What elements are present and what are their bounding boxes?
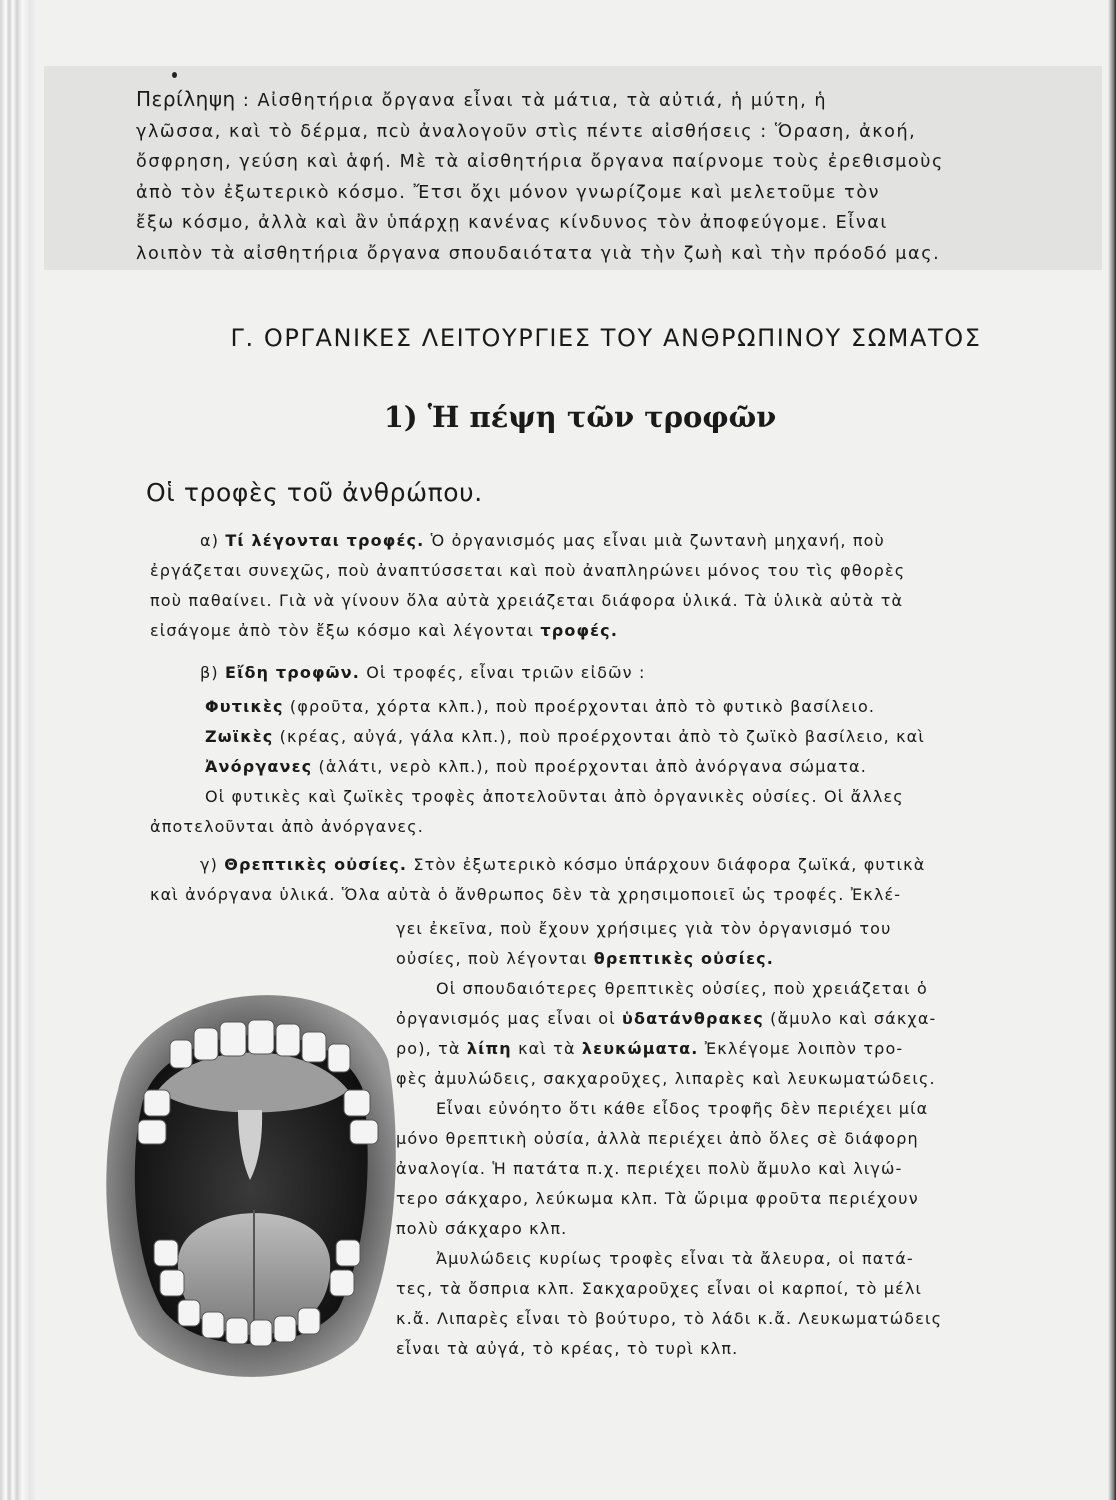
- food-type-item: Ἀνόργανες (ἁλάτι, νερὸ κλπ.), ποὺ προέρχονται ἀπὸ ἀνόργανα σώματα.: [205, 757, 867, 776]
- summary-line-6: λοιπὸν τὰ αἰσθητήρια ὄργανα σπουδαιότατα γιὰ τὴν ζωὴ καὶ τὴν πρόοδό μας.: [136, 243, 941, 264]
- food-type-item: Φυτικὲς (φροῦτα, χόρτα κλπ.), ποὺ προέρχονται ἀπὸ τὸ φυτικὸ βασίλειο.: [205, 697, 876, 716]
- paragraph-c-line-2: καὶ ἀνόργανα ὑλικά. Ὅλα αὐτὰ ὁ ἄνθρωπος δὲν τὰ χρησιμοποιεῖ ὡς τροφές. Ἐκλέ-: [150, 885, 902, 904]
- text-line: Οἱ σπουδαιότερες θρεπτικὲς οὐσίες, ποὺ χρειάζεται ὁ: [436, 979, 928, 998]
- text-line: Ἀμυλώδεις κυρίως τροφὲς εἶναι τὰ ἄλευρα, οἱ πατά-: [436, 1249, 914, 1268]
- paragraph-c: [150, 850, 1040, 910]
- bullet-mark: [172, 72, 177, 78]
- text-line: φὲς ἀμυλώδεις, σακχαροῦχες, λιπαρὲς καὶ λευκωματώδεις.: [396, 1069, 936, 1088]
- text-line: εἶναι τὰ αὐγά, τὸ κρέας, τὸ τυρὶ κλπ.: [396, 1339, 739, 1358]
- book-page-edge: [0, 0, 36, 1500]
- paragraph-b-line-1: β) Εἴδη τροφῶν. Οἱ τροφές, εἶναι τριῶν εἰδῶν :: [200, 663, 646, 682]
- text-line: γει ἐκεῖνα, ποὺ ἔχουν χρήσιμες γιὰ τὸν ὀργανισμό του: [396, 919, 892, 938]
- paragraph-a-line-4: εἰσάγομε ἀπὸ τὸν ἔξω κόσμο καὶ λέγονται τροφές.: [150, 621, 619, 640]
- paragraph-a-heading: Τί λέγονται τροφές.: [225, 531, 425, 550]
- food-types-list: [150, 692, 1040, 842]
- open-mouth-illustration: [98, 940, 406, 1390]
- summary-line-1: Περίληψη : Αἰσθητήρια ὄργανα εἶναι τὰ μάτια, τὰ αὐτιά, ἡ μύτη, ἡ: [136, 87, 828, 111]
- text-line: οὐσίες, ποὺ λέγονται θρεπτικὲς οὐσίες.: [396, 949, 775, 968]
- subheading: Οἱ τροφὲς τοῦ ἀνθρώπου.: [146, 478, 483, 507]
- text-line: πολὺ σάκχαρο κλπ.: [396, 1219, 568, 1238]
- text-line: τες, τὰ ὄσπρια κλπ. Σακχαροῦχες εἶναι οἱ καρποί, τὸ μέλι: [396, 1279, 923, 1298]
- text-line: κ.ἄ. Λιπαρὲς εἶναι τὸ βούτυρο, τὸ λάδι κ.ἄ. Λευκωματώδεις: [396, 1309, 943, 1328]
- text-line: ἀναλογία. Ἡ πατάτα π.χ. περιέχει πολὺ ἄμυλο καὶ λιγώ-: [396, 1159, 903, 1178]
- food-type-item: Ζωϊκὲς (κρέας, αὐγά, γάλα κλπ.), ποὺ προέρχονται ἀπὸ τὸ ζωϊκὸ βασίλειο, καὶ: [205, 727, 925, 746]
- paragraph-c-line-1: γ) Θρεπτικὲς οὐσίες. Στὸν ἐξωτερικὸ κόσμο ὑπάρχουν διάφορα ζωϊκά, φυτικὰ: [200, 855, 926, 874]
- paragraph-a: [150, 526, 1040, 646]
- paragraph-a-line-2: ἐργάζεται συνεχῶς, ποὺ ἀναπτύσσεται καὶ ποὺ ἀναπληρώνει μόνος του τὶς φθορὲς: [150, 561, 906, 580]
- section-title: Γ. ΟΡΓΑΝΙΚΕΣ ΛΕΙΤΟΥΡΓΙΕΣ ΤΟΥ ΑΝΘΡΩΠΙΝΟΥ ΣΩΜΑΤΟΣ: [230, 324, 982, 352]
- summary-line-2: γλῶσσα, καὶ τὸ δέρμα, πcὺ ἀναλογοῦν στὶς πέντε αἰσθήσεις : Ὅραση, ἀκοή,: [136, 121, 917, 142]
- text-line: μόνο θρεπτικὴ οὐσία, ἀλλὰ περιέχει ἀπὸ ὅλες σὲ διάφορη: [396, 1129, 919, 1148]
- book-shadow-edge: [1108, 0, 1116, 1500]
- paragraph-b2-line-2: ἀποτελοῦνται ἀπὸ ἀνόργανες.: [150, 817, 424, 836]
- paragraph-a-line-3: ποὺ παθαίνει. Γιὰ νὰ γίνουν ὅλα αὐτὰ χρειάζεται διάφορα ὑλικά. Τὰ ὑλικὰ αὐτὰ τὰ: [150, 591, 904, 610]
- paragraph-b: [150, 658, 1040, 688]
- paragraph-b-heading: Εἴδη τροφῶν.: [225, 663, 360, 682]
- summary-line-3: ὄσφρηση, γεύση καὶ ἁφή. Μὲ τὰ αἰσθητήρια ὄργανα παίρνομε τοὺς ἐρεθισμοὺς: [136, 152, 944, 173]
- text-line: ὀργανισμός μας εἶναι οἱ ὑδατάνθρακες (ἄμυλο καὶ σάκχα-: [396, 1009, 937, 1028]
- chapter-title: 1) Ἡ πέψη τῶν τροφῶν: [383, 400, 777, 434]
- summary-line-5: ἔξω κόσμο, ἀλλὰ καὶ ἂν ὑπάρχῃ κανένας κίνδυνος τὸν ἀποφεύγομε. Εἶναι: [136, 213, 888, 234]
- text-line: Εἶναι εὐνόητο ὅτι κάθε εἶδος τροφῆς δὲν περιέχει μία: [436, 1099, 929, 1118]
- summary-label: Περίληψη: [136, 87, 236, 111]
- text-line: ρο), τὰ λίπη καὶ τὰ λευκώματα. Ἐκλέγομε λοιπὸν τρο-: [396, 1039, 904, 1058]
- paragraph-a-line-1: α) Τί λέγονται τροφές. Ὁ ὀργανισμός μας εἶναι μιὰ ζωντανὴ μηχανή, ποὺ: [200, 531, 885, 550]
- paragraph-b2-line-1: Οἱ φυτικὲς καὶ ζωϊκὲς τροφὲς ἀποτελοῦνται ἀπὸ ὀργανικὲς οὐσίες. Οἱ ἄλλες: [205, 787, 904, 806]
- summary-paragraph: [136, 84, 1042, 270]
- text-line: τερο σάκχαρο, λεύκωμα κλπ. Τὰ ὥριμα φροῦτα περιέχουν: [396, 1189, 919, 1208]
- right-column-text: [396, 914, 1046, 1364]
- paragraph-c-heading: Θρεπτικὲς οὐσίες.: [224, 855, 408, 874]
- summary-line-4: ἀπὸ τὸν ἐξωτερικὸ κόσμο. Ἔτσι ὄχι μόνον γνωρίζομε καὶ μελετοῦμε τὸν: [136, 182, 881, 203]
